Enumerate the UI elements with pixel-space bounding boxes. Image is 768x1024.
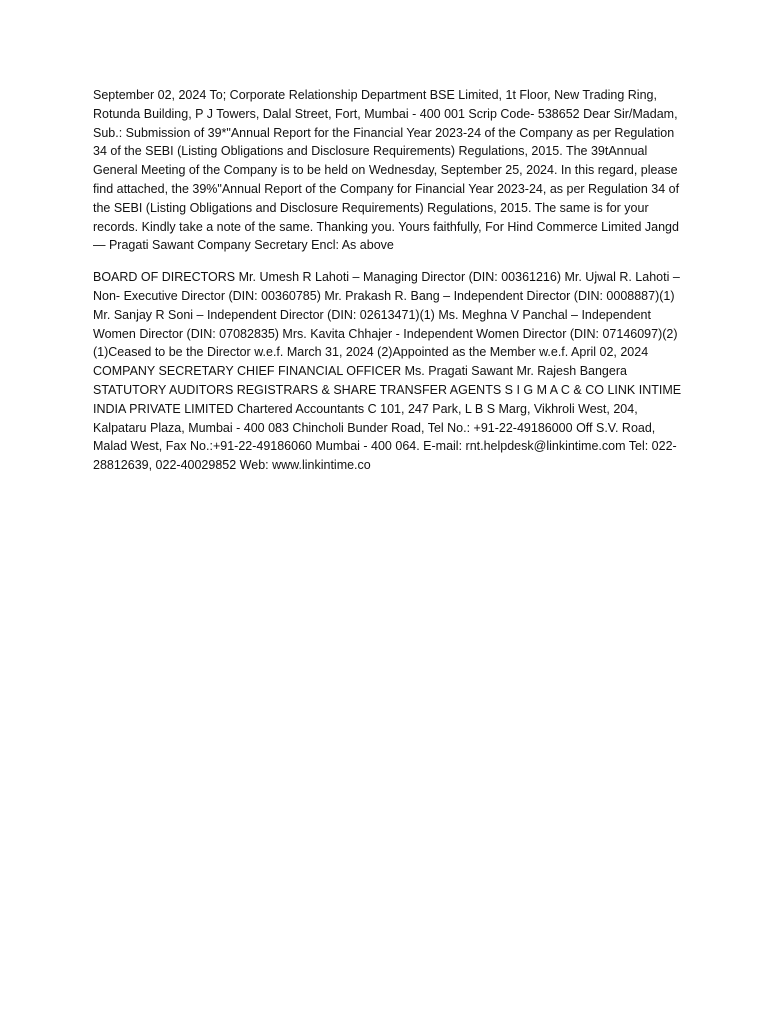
cover-letter-paragraph: September 02, 2024 To; Corporate Relationship Department BSE Limited, 1t Floor, New Trading Ring, Rotunda Building, P J Towers, Dalal Street, Fort, Mumbai - 400 001 Scrip Code- 538652 Dear Sir/Madam, Sub.: Submission of 39*"Annual Report for the Financial Year 2023-24 of the Company as per Regulation 34 of the SEBI (Listing Obligations and Disclosure Requirements) Regulations, 2015. The 39tAnnual General Meeting of the Company is to be held on Wednesday, September 25, 2024. In this regard, please find attached, the 39%"Annual Report of the Company for Financial Year 2023-24, as per Regulation 34 of the SEBI (Listing Obligations and Disclosure Requirements) Regulations, 2015. The same is for your records. Kindly take a note of the same. Thanking you. Yours faithfully, For Hind Commerce Limited Jangd— Pragati Sawant Company Secretary Encl: As above [93,88,680,253]
document-page [93,86,683,475]
board-of-directors-paragraph: BOARD OF DIRECTORS Mr. Umesh R Lahoti – Managing Director (DIN: 00361216) Mr. Ujwal R. Lahoti – Non- Executive Director (DIN: 00360785) Mr. Prakash R. Bang – Independent Director (DIN: 0008887)(1) Mr. Sanjay R Soni – Independent Director (DIN: 02613471)(1) Ms. Meghna V Panchal – Independent Women Director (DIN: 07082835) Mrs. Kavita Chhajer - Independent Women Director (DIN: 07146097)(2) (1)Ceased to be the Director w.e.f. March 31, 2024 (2)Appointed as the Member w.e.f. April 02, 2024 COMPANY SECRETARY CHIEF FINANCIAL OFFICER Ms. Pragati Sawant Mr. Rajesh Bangera STATUTORY AUDITORS REGISTRARS & SHARE TRANSFER AGENTS S I G M A C & CO LINK INTIME INDIA PRIVATE LIMITED Chartered Accountants C 101, 247 Park, L B S Marg, Vikhroli West, 204, Kalpataru Plaza, Mumbai - 400 083 Chincholi Bunder Road, Tel No.: +91-22-49186000 Off S.V. Road, Malad West, Fax No.:+91-22-49186060 Mumbai - 400 064. E-mail: rnt.helpdesk@linkintime.com Tel: 022-28812639, 022-40029852 Web: www.linkintime.co [93,270,682,473]
